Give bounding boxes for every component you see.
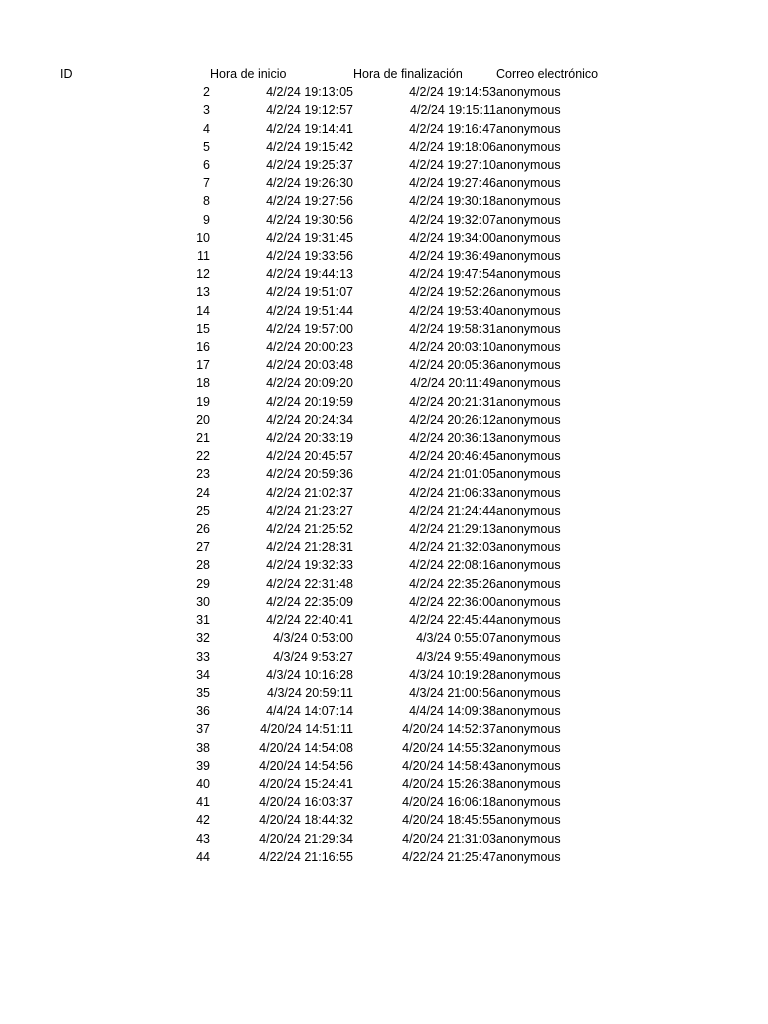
cell-email: anonymous xyxy=(496,522,561,537)
table-row xyxy=(60,739,616,757)
cell-start-time: 4/20/24 18:44:32 xyxy=(259,813,353,828)
cell-end-time: 4/2/24 20:21:31 xyxy=(409,394,496,409)
cell-id: 22 xyxy=(196,449,210,464)
cell-end-time: 4/2/24 19:30:18 xyxy=(409,194,496,209)
cell-end-time: 4/3/24 9:55:49 xyxy=(416,649,496,664)
table-row xyxy=(60,520,616,538)
cell-email: anonymous xyxy=(496,631,561,646)
cell-email: anonymous xyxy=(496,667,561,682)
cell-email: anonymous xyxy=(496,594,561,609)
cell-end-time: 4/20/24 15:26:38 xyxy=(402,776,496,791)
cell-start-time: 4/20/24 14:51:11 xyxy=(260,722,353,737)
cell-id: 32 xyxy=(196,631,210,646)
table-row xyxy=(60,666,616,684)
cell-email: anonymous xyxy=(496,431,561,446)
cell-id: 21 xyxy=(196,431,210,446)
cell-id: 18 xyxy=(196,376,210,391)
table-row xyxy=(60,538,616,556)
cell-email: anonymous xyxy=(496,412,561,427)
cell-email: anonymous xyxy=(496,376,561,391)
cell-email: anonymous xyxy=(496,540,561,555)
cell-end-time: 4/2/24 21:06:33 xyxy=(409,485,496,500)
cell-start-time: 4/2/24 20:03:48 xyxy=(266,358,353,373)
cell-email: anonymous xyxy=(496,649,561,664)
cell-start-time: 4/2/24 22:40:41 xyxy=(266,613,353,628)
cell-email: anonymous xyxy=(496,121,561,136)
cell-id: 29 xyxy=(196,576,210,591)
cell-start-time: 4/2/24 20:33:19 xyxy=(266,431,353,446)
cell-end-time: 4/2/24 20:46:45 xyxy=(409,449,496,464)
cell-start-time: 4/2/24 21:02:37 xyxy=(266,485,353,500)
cell-end-time: 4/2/24 20:26:12 xyxy=(409,412,496,427)
cell-email: anonymous xyxy=(496,685,561,700)
cell-start-time: 4/20/24 16:03:37 xyxy=(259,795,353,810)
cell-email: anonymous xyxy=(496,139,561,154)
cell-start-time: 4/2/24 19:15:42 xyxy=(266,139,353,154)
table-row xyxy=(60,502,616,520)
table-row xyxy=(60,283,616,301)
cell-email: anonymous xyxy=(496,467,561,482)
cell-id: 30 xyxy=(196,594,210,609)
cell-end-time: 4/2/24 20:11:49 xyxy=(410,376,496,391)
cell-end-time: 4/2/24 19:47:54 xyxy=(409,267,496,282)
column-header-start-time: Hora de inicio xyxy=(210,67,287,81)
header-row xyxy=(60,65,616,83)
cell-id: 25 xyxy=(196,503,210,518)
cell-start-time: 4/2/24 19:44:13 xyxy=(266,267,353,282)
cell-email: anonymous xyxy=(496,321,561,336)
cell-id: 2 xyxy=(203,85,210,100)
cell-end-time: 4/2/24 19:32:07 xyxy=(409,212,496,227)
table-row xyxy=(60,484,616,502)
table-row xyxy=(60,247,616,265)
cell-start-time: 4/3/24 20:59:11 xyxy=(267,685,353,700)
cell-email: anonymous xyxy=(496,158,561,173)
cell-email: anonymous xyxy=(496,704,561,719)
cell-end-time: 4/2/24 21:32:03 xyxy=(409,540,496,555)
table-row xyxy=(60,447,616,465)
table-row xyxy=(60,229,616,247)
cell-email: anonymous xyxy=(496,795,561,810)
cell-end-time: 4/2/24 22:36:00 xyxy=(409,594,496,609)
table-row xyxy=(60,320,616,338)
table-row xyxy=(60,138,616,156)
cell-id: 6 xyxy=(203,158,210,173)
cell-end-time: 4/2/24 20:36:13 xyxy=(409,431,496,446)
table-row xyxy=(60,356,616,374)
table-row xyxy=(60,684,616,702)
cell-start-time: 4/2/24 19:12:57 xyxy=(266,103,353,118)
cell-email: anonymous xyxy=(496,503,561,518)
cell-id: 37 xyxy=(196,722,210,737)
cell-email: anonymous xyxy=(496,831,561,846)
cell-id: 24 xyxy=(196,485,210,500)
cell-start-time: 4/2/24 21:28:31 xyxy=(266,540,353,555)
cell-email: anonymous xyxy=(496,267,561,282)
cell-id: 8 xyxy=(203,194,210,209)
cell-id: 10 xyxy=(196,230,210,245)
table-row xyxy=(60,629,616,647)
cell-id: 12 xyxy=(196,267,210,282)
cell-start-time: 4/3/24 0:53:00 xyxy=(273,631,353,646)
cell-email: anonymous xyxy=(496,776,561,791)
cell-email: anonymous xyxy=(496,576,561,591)
table-body xyxy=(60,83,616,866)
cell-id: 27 xyxy=(196,540,210,555)
cell-end-time: 4/2/24 22:35:26 xyxy=(409,576,496,591)
cell-start-time: 4/2/24 20:09:20 xyxy=(266,376,353,391)
cell-email: anonymous xyxy=(496,449,561,464)
cell-id: 11 xyxy=(197,249,210,264)
cell-email: anonymous xyxy=(496,194,561,209)
cell-id: 26 xyxy=(196,522,210,537)
cell-id: 9 xyxy=(203,212,210,227)
cell-end-time: 4/2/24 19:58:31 xyxy=(409,321,496,336)
cell-start-time: 4/3/24 10:16:28 xyxy=(266,667,353,682)
cell-id: 41 xyxy=(196,795,210,810)
cell-email: anonymous xyxy=(496,558,561,573)
cell-start-time: 4/2/24 19:13:05 xyxy=(266,85,353,100)
cell-email: anonymous xyxy=(496,722,561,737)
cell-start-time: 4/2/24 19:33:56 xyxy=(266,249,353,264)
table-row xyxy=(60,465,616,483)
table-row xyxy=(60,101,616,119)
table-row xyxy=(60,174,616,192)
responses-table xyxy=(60,65,616,866)
cell-start-time: 4/4/24 14:07:14 xyxy=(266,704,353,719)
cell-end-time: 4/2/24 20:03:10 xyxy=(409,340,496,355)
cell-start-time: 4/2/24 22:31:48 xyxy=(266,576,353,591)
cell-end-time: 4/22/24 21:25:47 xyxy=(402,849,496,864)
cell-email: anonymous xyxy=(496,849,561,864)
table-row xyxy=(60,793,616,811)
cell-email: anonymous xyxy=(496,103,561,118)
cell-end-time: 4/2/24 19:52:26 xyxy=(409,285,496,300)
cell-email: anonymous xyxy=(496,303,561,318)
cell-end-time: 4/2/24 19:36:49 xyxy=(409,249,496,264)
cell-id: 34 xyxy=(196,667,210,682)
cell-start-time: 4/20/24 14:54:08 xyxy=(259,740,353,755)
cell-end-time: 4/20/24 14:52:37 xyxy=(402,722,496,737)
table-row xyxy=(60,302,616,320)
cell-id: 33 xyxy=(196,649,210,664)
cell-email: anonymous xyxy=(496,249,561,264)
table-row xyxy=(60,648,616,666)
column-header-end-time: Hora de finalización xyxy=(353,67,463,81)
table-row xyxy=(60,83,616,101)
cell-end-time: 4/2/24 21:24:44 xyxy=(409,503,496,518)
cell-id: 4 xyxy=(203,121,210,136)
cell-email: anonymous xyxy=(496,740,561,755)
cell-end-time: 4/4/24 14:09:38 xyxy=(409,704,496,719)
cell-id: 15 xyxy=(196,321,210,336)
cell-email: anonymous xyxy=(496,613,561,628)
cell-email: anonymous xyxy=(496,758,561,773)
cell-end-time: 4/20/24 18:45:55 xyxy=(402,813,496,828)
cell-end-time: 4/2/24 19:16:47 xyxy=(409,121,496,136)
cell-start-time: 4/2/24 19:27:56 xyxy=(266,194,353,209)
cell-start-time: 4/2/24 19:31:45 xyxy=(266,230,353,245)
cell-id: 31 xyxy=(196,613,210,628)
table-row xyxy=(60,775,616,793)
cell-email: anonymous xyxy=(496,813,561,828)
cell-end-time: 4/2/24 19:27:10 xyxy=(409,158,496,173)
cell-email: anonymous xyxy=(496,230,561,245)
cell-id: 17 xyxy=(196,358,210,373)
table-row xyxy=(60,811,616,829)
cell-start-time: 4/3/24 9:53:27 xyxy=(273,649,353,664)
cell-start-time: 4/2/24 20:59:36 xyxy=(266,467,353,482)
cell-start-time: 4/2/24 19:51:07 xyxy=(266,285,353,300)
table-row xyxy=(60,156,616,174)
table-row xyxy=(60,593,616,611)
table-row xyxy=(60,702,616,720)
cell-id: 13 xyxy=(196,285,210,300)
cell-start-time: 4/2/24 20:00:23 xyxy=(266,340,353,355)
cell-start-time: 4/2/24 19:26:30 xyxy=(266,176,353,191)
column-header-email: Correo electrónico xyxy=(496,67,599,81)
table-row xyxy=(60,757,616,775)
table-row xyxy=(60,374,616,392)
cell-end-time: 4/3/24 0:55:07 xyxy=(416,631,496,646)
table-row xyxy=(60,575,616,593)
table-row xyxy=(60,265,616,283)
cell-start-time: 4/2/24 21:25:52 xyxy=(266,522,353,537)
cell-start-time: 4/2/24 19:51:44 xyxy=(266,303,353,318)
cell-end-time: 4/2/24 19:27:46 xyxy=(409,176,496,191)
cell-end-time: 4/2/24 19:15:11 xyxy=(410,103,496,118)
cell-end-time: 4/20/24 14:55:32 xyxy=(402,740,496,755)
table-row xyxy=(60,720,616,738)
cell-email: anonymous xyxy=(496,340,561,355)
table-row xyxy=(60,192,616,210)
cell-start-time: 4/2/24 19:30:56 xyxy=(266,212,353,227)
cell-end-time: 4/2/24 19:34:00 xyxy=(409,230,496,245)
cell-start-time: 4/2/24 21:23:27 xyxy=(266,503,353,518)
cell-start-time: 4/2/24 19:14:41 xyxy=(266,121,353,136)
cell-id: 16 xyxy=(196,340,210,355)
cell-id: 38 xyxy=(196,740,210,755)
cell-start-time: 4/2/24 20:45:57 xyxy=(266,449,353,464)
cell-id: 23 xyxy=(196,467,210,482)
cell-id: 44 xyxy=(196,849,210,864)
cell-id: 42 xyxy=(196,813,210,828)
cell-email: anonymous xyxy=(496,176,561,191)
cell-end-time: 4/3/24 21:00:56 xyxy=(409,685,496,700)
cell-end-time: 4/2/24 22:45:44 xyxy=(409,613,496,628)
table-row xyxy=(60,411,616,429)
table-row xyxy=(60,556,616,574)
cell-start-time: 4/2/24 22:35:09 xyxy=(266,594,353,609)
cell-end-time: 4/20/24 14:58:43 xyxy=(402,758,496,773)
cell-id: 19 xyxy=(196,394,210,409)
cell-id: 20 xyxy=(196,412,210,427)
cell-email: anonymous xyxy=(496,212,561,227)
table-row xyxy=(60,211,616,229)
cell-start-time: 4/2/24 20:24:34 xyxy=(266,412,353,427)
cell-id: 43 xyxy=(196,831,210,846)
cell-start-time: 4/2/24 19:32:33 xyxy=(266,558,353,573)
cell-email: anonymous xyxy=(496,485,561,500)
cell-end-time: 4/2/24 21:01:05 xyxy=(409,467,496,482)
cell-id: 35 xyxy=(196,685,210,700)
cell-end-time: 4/2/24 22:08:16 xyxy=(409,558,496,573)
table-row xyxy=(60,120,616,138)
cell-end-time: 4/2/24 21:29:13 xyxy=(409,522,496,537)
cell-email: anonymous xyxy=(496,85,561,100)
cell-start-time: 4/2/24 19:57:00 xyxy=(266,321,353,336)
cell-id: 3 xyxy=(203,103,210,118)
cell-end-time: 4/3/24 10:19:28 xyxy=(409,667,496,682)
cell-email: anonymous xyxy=(496,358,561,373)
cell-id: 28 xyxy=(196,558,210,573)
cell-start-time: 4/22/24 21:16:55 xyxy=(259,849,353,864)
table-row xyxy=(60,393,616,411)
table-row xyxy=(60,830,616,848)
table-row xyxy=(60,848,616,866)
table-row xyxy=(60,338,616,356)
table-row xyxy=(60,429,616,447)
cell-end-time: 4/2/24 19:18:06 xyxy=(409,139,496,154)
cell-email: anonymous xyxy=(496,394,561,409)
cell-end-time: 4/20/24 21:31:03 xyxy=(402,831,496,846)
cell-id: 7 xyxy=(203,176,210,191)
cell-end-time: 4/2/24 19:14:53 xyxy=(409,85,496,100)
cell-id: 36 xyxy=(196,704,210,719)
cell-end-time: 4/2/24 20:05:36 xyxy=(409,358,496,373)
cell-start-time: 4/20/24 21:29:34 xyxy=(259,831,353,846)
cell-id: 14 xyxy=(196,303,210,318)
column-header-id: ID xyxy=(60,67,73,81)
cell-start-time: 4/20/24 15:24:41 xyxy=(259,776,353,791)
cell-id: 39 xyxy=(196,758,210,773)
cell-start-time: 4/20/24 14:54:56 xyxy=(259,758,353,773)
cell-start-time: 4/2/24 20:19:59 xyxy=(266,394,353,409)
cell-end-time: 4/20/24 16:06:18 xyxy=(402,795,496,810)
cell-start-time: 4/2/24 19:25:37 xyxy=(266,158,353,173)
table-row xyxy=(60,611,616,629)
cell-id: 5 xyxy=(203,139,210,154)
cell-end-time: 4/2/24 19:53:40 xyxy=(409,303,496,318)
cell-email: anonymous xyxy=(496,285,561,300)
cell-id: 40 xyxy=(196,776,210,791)
